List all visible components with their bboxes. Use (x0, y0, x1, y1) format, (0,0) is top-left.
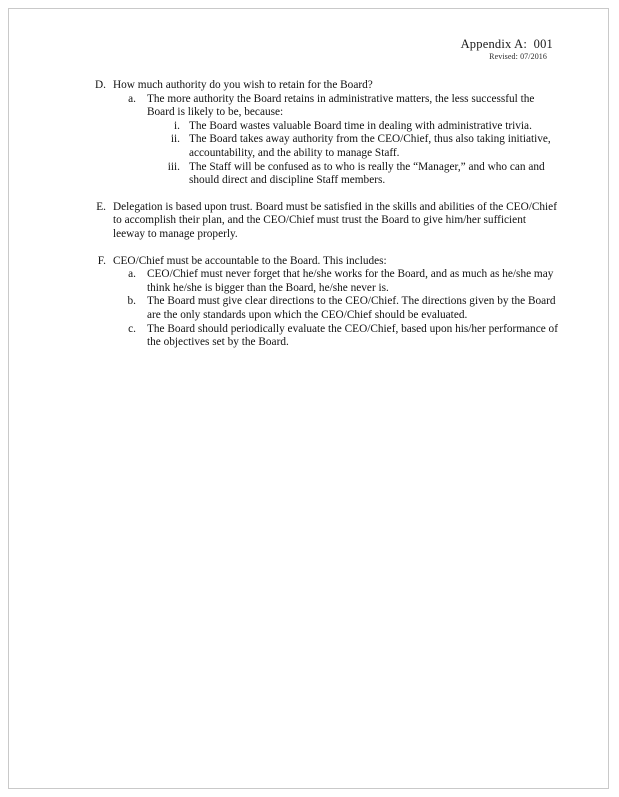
list-item-text: The Board wastes valuable Board time in dealing with administrative trivia. (189, 119, 532, 132)
list-item-level1 (90, 79, 560, 93)
document-body (90, 79, 560, 350)
revised-date-label: Revised: 07/2016 (489, 52, 547, 61)
list-item-level2 (90, 323, 560, 350)
document-page (8, 8, 609, 789)
list-item-level3 (90, 133, 560, 160)
list-marker: F. (97, 254, 106, 267)
list-item-text: How much authority do you wish to retain for the Board? (113, 79, 373, 91)
list-item-level3 (90, 120, 560, 134)
list-item-text: CEO/Chief must never forget that he/she works for the Board, and as much as he/she may think he/she is bigger than the Board, he/she never is. (147, 268, 554, 294)
list-item-text: Delegation is based upon trust. Board must be satisfied in the skills and abilities of the CEO/Chief to accomplish their plan, and the CEO/Chief must trust the Board to give him/her sufficient leeway to manage properly. (113, 200, 557, 240)
list-marker: a. (128, 92, 136, 105)
section-block (90, 201, 560, 242)
list-item-text: The Board takes away authority from the CEO/Chief, thus also taking initiative, accountability, and the ability to manage Staff. (189, 133, 551, 159)
section-block (90, 255, 560, 350)
list-item-text: The Board should periodically evaluate the CEO/Chief, based upon his/her performance of the objectives set by the Board. (147, 322, 558, 349)
list-marker: a. (128, 268, 136, 281)
list-item-level1 (90, 255, 560, 269)
page-header (9, 37, 608, 63)
list-item-level3 (90, 161, 560, 188)
list-marker: i. (174, 119, 180, 132)
list-marker: b. (127, 295, 136, 308)
list-item-text: CEO/Chief must be accountable to the Board. This includes: (113, 254, 387, 267)
list-item-text: The Staff will be confused as to who is really the “Manager,” and who can and should direct and discipline Staff members. (189, 160, 545, 187)
list-marker: iii. (167, 160, 180, 173)
list-item-level2 (90, 268, 560, 295)
list-marker: D. (95, 79, 106, 91)
list-item-text: The more authority the Board retains in administrative matters, the less successful the Board is likely to be, because: (147, 92, 535, 119)
list-marker: ii. (170, 133, 180, 146)
list-item-text: The Board must give clear directions to the CEO/Chief. The directions given by the Board are the only standards upon which the CEO/Chief should be evaluated. (147, 295, 556, 321)
list-item-level2 (90, 93, 560, 120)
section-block (90, 79, 560, 188)
list-item-level1 (90, 201, 560, 242)
list-marker: E. (96, 200, 106, 213)
list-marker: c. (128, 322, 136, 335)
list-item-level2 (90, 295, 560, 322)
appendix-label: Appendix A: 001 (460, 37, 553, 51)
